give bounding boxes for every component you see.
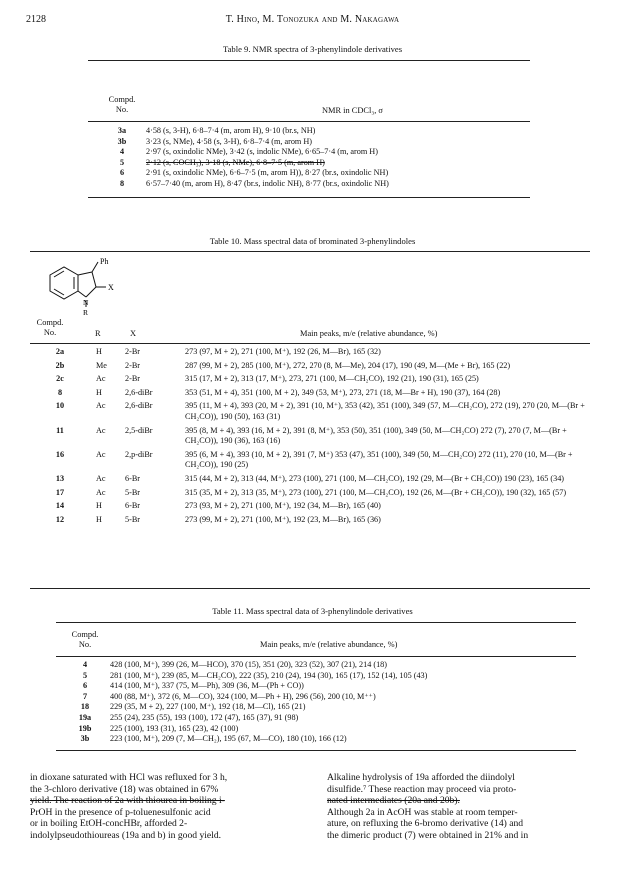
table10-col-x: X	[130, 329, 137, 338]
table-row	[30, 347, 590, 361]
compound-number: 12	[55, 514, 65, 524]
table9-col-nmr: NMR in CDCl₃, σ	[322, 106, 383, 115]
mass-peaks: 225 (100), 193 (31), 165 (23), 42 (100)	[110, 723, 239, 733]
table-row	[30, 501, 590, 515]
text-line: indolylpseudothioureas (19a and b) in good yield.	[30, 829, 222, 841]
nmr-data: 6·57–7·40 (m, arom H), 8·47 (br.s, indolic NH), 8·77 (br.s, oxindolic NH)	[146, 178, 389, 188]
mass-peaks: 255 (24), 235 (55), 193 (100), 172 (47), 165 (37), 91 (98)	[110, 712, 299, 722]
r-substituent: Ac	[96, 425, 106, 435]
x-substituent: 5-Br	[125, 487, 141, 497]
table-row	[30, 474, 590, 488]
compound-number: 6	[119, 168, 125, 178]
table11-body	[60, 660, 576, 745]
r-substituent: H	[96, 387, 102, 397]
mass-peaks: 414 (100, M⁺), 337 (75, M—Ph), 309 (36, M—(Ph + CO))	[110, 681, 304, 691]
nmr-data: 2·97 (s, oxindolic NMe), 3·42 (s, indolic NMe), 6·65–7·4 (m, arom H)	[146, 147, 378, 157]
table11-header-rule	[56, 656, 576, 657]
mass-peaks: 223 (100, M⁺), 209 (7, M—CH₂), 195 (67, M—CO), 180 (10), 166 (12)	[110, 734, 347, 744]
compound-number: 7	[82, 691, 88, 701]
table11-top-rule	[56, 622, 576, 623]
text-line: nated intermediates (20a and 20b).	[327, 795, 460, 807]
r-substituent: Ac	[96, 487, 106, 497]
x-substituent: 2-Br	[125, 360, 141, 370]
table9-col-compd	[102, 95, 142, 116]
mass-peaks: 281 (100, M⁺), 239 (85, M—CH₂CO), 222 (35), 210 (24), 194 (30), 165 (17), 152 (14), 105 (43)	[110, 670, 428, 680]
table9-col-compd-line2: No.	[115, 105, 129, 115]
text-line: the dimeric product (7) were obtained in 21% and in	[327, 829, 529, 841]
compound-number: 10	[55, 401, 65, 411]
text-line: or in boiling EtOH-concHBr, afforded 2-	[30, 818, 188, 830]
r-substituent: Ac	[96, 374, 106, 384]
table-row	[60, 702, 576, 713]
compound-number: 8	[57, 387, 63, 397]
table9-caption: Table 9. NMR spectra of 3-phenylindole derivatives	[222, 44, 403, 54]
compound-number: 2a	[55, 347, 65, 356]
compound-number: 18	[80, 702, 90, 712]
x-substituent: 2-Br	[125, 374, 141, 384]
text-line: disulfide.⁷ These reaction may proceed via proto-	[327, 783, 517, 795]
nmr-data: 2·91 (s, oxindolic NMe), 6·6–7·5 (m, arom H)), 8·27 (br.s, oxindolic NH)	[146, 168, 389, 178]
table-row	[30, 450, 590, 474]
table-row	[30, 401, 590, 425]
table-row	[60, 724, 576, 735]
table10-bottom-rule	[30, 588, 590, 589]
nmr-data: 2·12 (s, COCH₃), 3·18 (s, NMe), 6·8–7·5 (m, arom H)	[146, 157, 325, 167]
compound-number: 16	[55, 449, 65, 459]
table9-top-rule	[88, 60, 530, 61]
compound-number: 6	[82, 681, 88, 691]
table11-col-compd-line2: No.	[78, 640, 92, 650]
indole-structure-diagram	[30, 255, 130, 317]
table-row	[30, 361, 590, 375]
text-line: Although 2a in AcOH was stable at room temper-	[327, 806, 518, 818]
table-row	[30, 515, 590, 529]
x-substituent: 2-Br	[125, 347, 141, 356]
compound-number: 2b	[55, 360, 65, 370]
x-label: X	[108, 283, 114, 292]
compound-number: 3b	[80, 734, 90, 744]
ph-label: Ph	[100, 257, 109, 266]
x-substituent: 2,5-diBr	[125, 425, 153, 435]
nmr-data: 4·58 (s, 3-H), 6·8–7·4 (m, arom H), 9·10 (br.s, NH)	[146, 126, 316, 135]
compound-number: 8	[119, 178, 125, 188]
table10-col-r: R	[95, 329, 101, 338]
r-substituent: H	[96, 501, 102, 511]
mass-peaks: 273 (97, M + 2), 271 (100, M⁺), 192 (26, M—Br), 165 (32)	[185, 347, 381, 356]
r-substituent: Ac	[96, 449, 106, 459]
r-substituent: Me	[96, 360, 107, 370]
compound-number: 11	[56, 425, 64, 435]
table-row	[102, 137, 389, 148]
x-substituent: 2,p-diBr	[125, 449, 153, 459]
compound-number: 17	[55, 487, 65, 497]
table-row	[102, 158, 389, 169]
table10-col-compd-line2: No.	[43, 328, 57, 338]
text-line: the 3-chloro derivative (18) was obtained in 67%	[30, 783, 219, 795]
table11-col-compd-line1: Compd.	[71, 630, 99, 639]
x-substituent: 5-Br	[125, 514, 141, 524]
compound-number: 2c	[56, 374, 64, 384]
table-row	[60, 671, 576, 682]
table10-col-compd-line1: Compd.	[36, 318, 64, 327]
c3-bond	[78, 272, 92, 275]
mass-peaks: 395 (6, M + 4), 393 (10, M + 2), 391 (7, M⁺) 353 (47), 351 (100), 349 (50, M—CH₂CO) 272 (11), 270 (10, M—(Br + CH₂CO)), 190 (25)	[185, 449, 573, 470]
table9-col-compd-line1: Compd.	[108, 95, 136, 104]
compound-number: 4	[119, 147, 125, 157]
table10-header-rule	[30, 343, 590, 344]
table10-col-compd	[30, 318, 70, 339]
compound-number: 5	[119, 157, 125, 167]
compound-number: 3b	[117, 136, 127, 146]
table10-caption: Table 10. Mass spectral data of brominated 3-phenylindoles	[209, 236, 416, 246]
table-row	[102, 126, 389, 137]
table-row	[60, 692, 576, 703]
table10-col-peaks: Main peaks, m/e (relative abundance, %)	[300, 329, 438, 338]
table-row	[60, 734, 576, 745]
text-line: PrOH in the presence of p-toluenesulfonic acid	[30, 806, 211, 818]
mass-peaks: 353 (51, M + 4), 351 (100, M + 2), 349 (53, M⁺), 273, 271 (18, M—Br + H), 190 (37), 164 (28)	[185, 387, 501, 397]
r-substituent: H	[96, 347, 102, 356]
table11-col-compd	[60, 630, 110, 651]
mass-peaks: 400 (88, M⁺), 372 (6, M—CO), 324 (100, M—Ph + H), 296 (56), 200 (10, M⁺⁺)	[110, 691, 376, 701]
table9-header-rule	[88, 121, 530, 122]
table-row	[60, 681, 576, 692]
compound-number: 13	[55, 473, 65, 483]
text-line: Alkaline hydrolysis of 19a afforded the diindolyl	[327, 772, 515, 783]
text-line: ature, on refluxing the 6-bromo derivative (14) and	[327, 818, 524, 830]
text-line: yield. The reaction of 2a with thiourea in boiling i-	[30, 795, 225, 807]
table-row	[102, 179, 389, 190]
text-line: in dioxane saturated with HCl was refluxed for 3 h,	[30, 772, 228, 783]
mass-peaks: 273 (99, M + 2), 271 (100, M⁺), 192 (23, M—Br), 165 (36)	[185, 514, 381, 524]
mass-peaks: 315 (44, M + 2), 313 (44, M⁺), 273 (100), 271 (100, M—CH₂CO), 192 (29, M—(Br + CH₂CO)) 190 (23), 165 (34)	[185, 473, 565, 483]
table-row	[102, 147, 389, 158]
mass-peaks: 395 (8, M + 4), 393 (16, M + 2), 391 (8, M⁺), 353 (50), 351 (100), 349 (50, M—CH₂CO) 272 (7), 270 (7, M—(Br + CH₂CO)), 190 (36), 163 (16)	[185, 425, 567, 446]
table11-col-peaks: Main peaks, m/e (relative abundance, %)	[260, 640, 398, 649]
mass-peaks: 428 (100, M⁺), 399 (26, M—HCO), 370 (15), 351 (20), 323 (52), 307 (21), 214 (18)	[110, 660, 387, 669]
compound-number: 19b	[78, 723, 92, 733]
table-row	[60, 660, 576, 671]
x-substituent: 6-Br	[125, 473, 141, 483]
table-row	[30, 426, 590, 450]
compound-number: 14	[55, 501, 65, 511]
nmr-data: 3·23 (s, NMe), 4·58 (s, 3-H), 6·8–7·4 (m, arom H)	[146, 136, 312, 146]
x-substituent: 6-Br	[125, 501, 141, 511]
mass-peaks: 315 (17, M + 2), 313 (17, M⁺), 273, 271 (100, M—CH₂CO), 192 (21), 190 (31), 165 (25)	[185, 374, 479, 384]
compound-number: 19a	[78, 712, 92, 722]
compound-number: 3a	[117, 126, 127, 135]
mass-peaks: 315 (35, M + 2), 313 (35, M⁺), 273 (100), 271 (100, M—CH₂CO), 192 (26, M—(Br + CH₂CO)), 190 (32), 165 (57)	[185, 487, 567, 497]
r-substituent: Ac	[96, 473, 106, 483]
x-substituent: 2,6-diBr	[125, 401, 153, 411]
table11-caption: Table 11. Mass spectral data of 3-phenylindole derivatives	[212, 606, 413, 616]
table-row	[30, 388, 590, 402]
table9-body	[102, 126, 389, 190]
table-row	[60, 713, 576, 724]
n-label: N	[83, 298, 89, 307]
page-number: 2128	[26, 14, 46, 25]
table-row	[30, 488, 590, 502]
mass-peaks: 273 (93, M + 2), 271 (100, M⁺), 192 (34, M—Br), 165 (40)	[185, 501, 381, 511]
body-text-right-column	[327, 772, 599, 842]
table-row	[30, 374, 590, 388]
compound-number: 5	[82, 670, 88, 680]
r-substituent: Ac	[96, 401, 106, 411]
compound-number: 4	[82, 660, 88, 669]
table10-body	[30, 347, 590, 528]
table11-bottom-rule	[56, 750, 576, 751]
r-label: R	[83, 308, 89, 317]
mass-peaks: 229 (35, M + 2), 227 (100, M⁺), 192 (18, M—Cl), 165 (21)	[110, 702, 306, 712]
x-substituent: 2,6-diBr	[125, 387, 153, 397]
mass-peaks: 395 (11, M + 4), 393 (20, M + 2), 391 (10, M⁺), 353 (42), 351 (100), 349 (57, M—CH₂CO), 272 (19), 270 (20, M—(Br + CH₂CO)), 190 (50), 163 (31)	[185, 401, 585, 421]
table10-top-rule	[30, 251, 590, 252]
r-substituent: H	[96, 514, 102, 524]
body-text-left-column	[30, 772, 310, 842]
running-head-authors: T. Hino, M. Tonozuka and M. Nakagawa	[225, 14, 400, 25]
table-row	[102, 168, 389, 179]
table9-bottom-rule	[88, 197, 530, 198]
mass-peaks: 287 (99, M + 2), 285 (100, M⁺), 272, 270 (8, M—Me), 204 (17), 190 (49, M—(Me + Br), 165 (22)	[185, 360, 511, 370]
